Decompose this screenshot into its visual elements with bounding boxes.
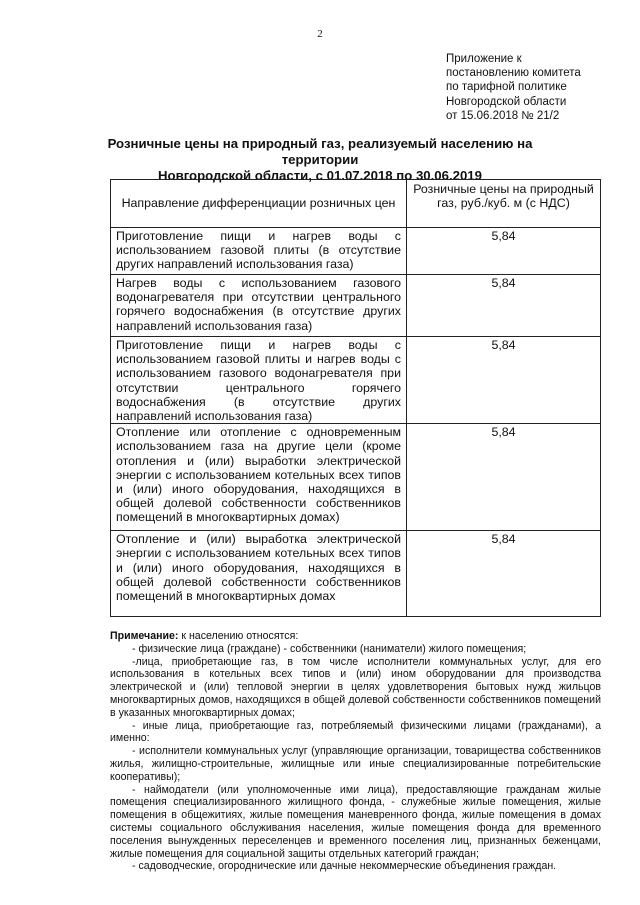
table-header-row — [111, 180, 601, 228]
direction-cell: Отопление и (или) выработка электрической энергии с использованием котельных всех типов и (или) иного оборудования, находящихся в общей долевой собственности собственников помещений в многоквартирных домах — [111, 531, 407, 617]
notes-intro: к населению относятся: — [178, 630, 299, 642]
price-cell: 5,84 — [407, 228, 601, 275]
price-cell: 5,84 — [407, 337, 601, 424]
note-item: - исполнители коммунальных услуг (управляющие организации, товарищества собственников жилья, жилищно-строительные, жилищные или иные специализированные потребительские кооперативы); — [110, 745, 601, 783]
appendix-block — [446, 52, 581, 123]
price-cell: 5,84 — [407, 531, 601, 617]
document-title — [90, 136, 550, 184]
price-cell: 5,84 — [407, 424, 601, 531]
note-item: - иные лица, приобретающие газ, потребляемый физическими лицами (гражданами), а именно: — [110, 719, 601, 745]
price-table — [110, 179, 601, 617]
note-item: - наймодатели (или уполномоченные ими лица), предоставляющие гражданам жилые помещения специализированного жилищного фонда, - служебные жилые помещения, жилые помещения в общежитиях, жилые помещения маневренного фонда, жилые помещения в домах системы социального обслуживания населения, жилые помещения фонда для временного поселения вынужденных переселенцев и временного поселения лиц, признанных беженцами, жилые помещения для социальной защиты отдельных категорий граждан; — [110, 783, 601, 860]
table-row — [111, 531, 601, 617]
notes-label: Примечание: — [110, 630, 179, 642]
direction-cell: Нагрев воды с использованием газового водонагревателя при отсутствии центрального горячего водоснабжения (в отсутствие других направлений использования газа) — [111, 275, 407, 337]
price-cell: 5,84 — [407, 275, 601, 337]
title-line: Розничные цены на природный газ, реализуемый населению на территории — [107, 136, 533, 167]
appendix-line: постановлению комитета — [446, 67, 581, 80]
appendix-line: Приложение к — [446, 53, 522, 65]
direction-cell: Приготовление пищи и нагрев воды с использованием газовой плиты (в отсутствие других направлений использования газа) — [111, 228, 407, 275]
table-row — [111, 275, 601, 337]
appendix-line: от 15.06.2018 № 21/2 — [446, 109, 560, 122]
title-line: Новгородской области, с 01.07.2018 по 30.06.2019 — [158, 168, 482, 183]
note-item: -лица, приобретающие газ, в том числе исполнители коммунальных услуг, для его использования в котельных всех типов и (или) ином оборудовании для производства электрической и (или) тепловой энергии в целях удовлетворения бытовых нужд жильцов многоквартирных домов, находящихся в общей долевой собственности собственников помещений в указанных многоквартирных домах; — [110, 655, 601, 719]
header-price: Розничные цены на природный газ, руб./куб. м (с НДС) — [407, 180, 601, 228]
note-item: - садоводческие, огороднические или дачные некоммерческие объединения граждан. — [132, 860, 557, 873]
header-direction: Направление дифференциации розничных цен — [111, 180, 407, 228]
table-row — [111, 337, 601, 424]
appendix-line: по тарифной политике — [446, 81, 567, 94]
direction-cell: Отопление или отопление с одновременным использованием газа на другие цели (кроме отопления и (или) выработки электрической энергии с использованием котельных всех типов и (или) иного оборудования, находящихся в общей долевой собственности собственников помещений в многоквартирных домах) — [111, 424, 407, 531]
notes-heading — [110, 630, 601, 643]
table-row — [111, 228, 601, 275]
table-row — [111, 424, 601, 531]
appendix-line: Новгородской области — [446, 95, 567, 108]
notes-section — [110, 630, 601, 873]
direction-cell: Приготовление пищи и нагрев воды с использованием газовой плиты и нагрев воды с использованием газового водонагревателя при отсутствии центрального горячего водоснабжения (в отсутствие других направлений использования газа) — [111, 337, 407, 424]
note-item: - физические лица (граждане) - собственники (наниматели) жилого помещения; — [132, 642, 527, 655]
page-number: 2 — [317, 28, 323, 40]
